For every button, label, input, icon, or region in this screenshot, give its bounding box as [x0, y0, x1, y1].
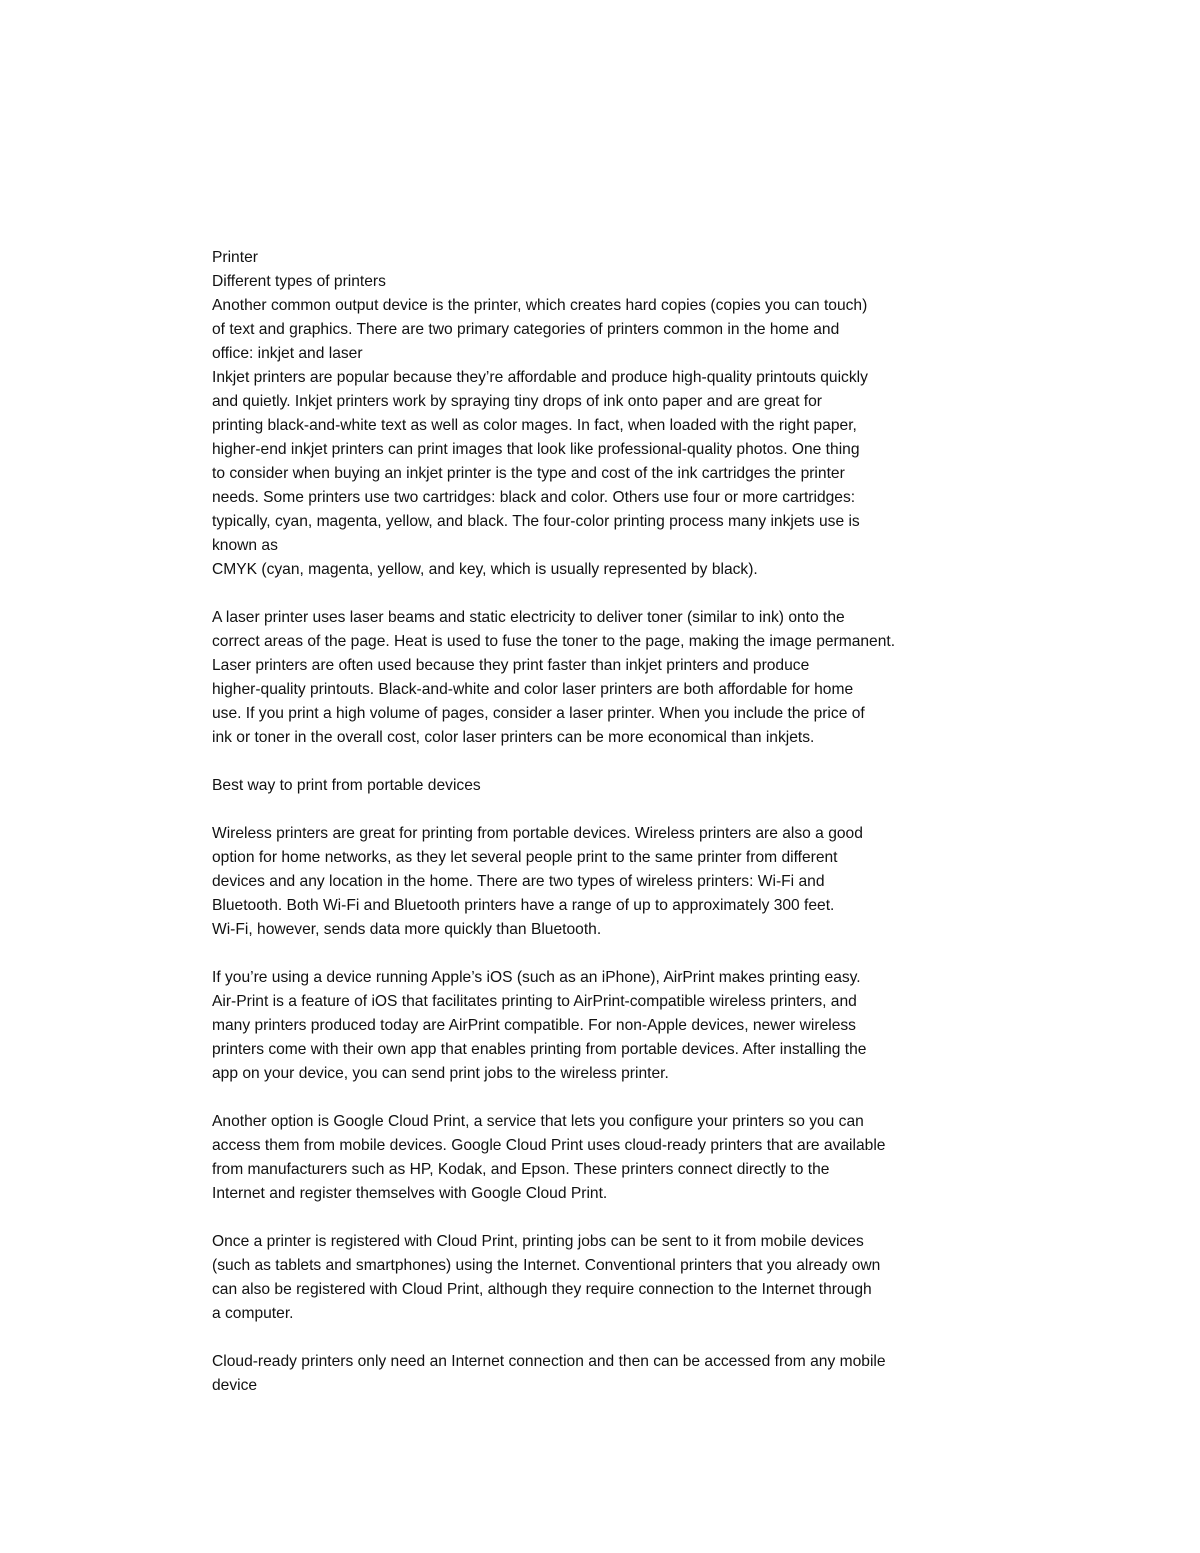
- text-line: ink or toner in the overall cost, color laser printers can be more economical than inkjets.: [212, 729, 815, 746]
- text-line: and quietly. Inkjet printers work by spraying tiny drops of ink onto paper and are great for: [212, 393, 822, 410]
- text-line: correct areas of the page. Heat is used to fuse the toner to the page, making the image permanent.: [212, 633, 896, 650]
- text-line: Air-Print is a feature of iOS that facilitates printing to AirPrint-compatible wireless printers, and: [212, 993, 857, 1010]
- text-line: app on your device, you can send print jobs to the wireless printer.: [212, 1065, 669, 1082]
- text-line: CMYK (cyan, magenta, yellow, and key, which is usually represented by black).: [212, 561, 758, 578]
- text-line: Once a printer is registered with Cloud Print, printing jobs can be sent to it from mobile devices: [212, 1233, 864, 1250]
- paragraph-spacer: [212, 1326, 1012, 1350]
- paragraph-laser: [212, 606, 1012, 750]
- document-body: [212, 294, 1012, 1398]
- paragraph-spacer: [212, 1206, 1012, 1230]
- text-line: can also be registered with Cloud Print, although they require connection to the Internet through: [212, 1281, 872, 1298]
- text-line: (such as tablets and smartphones) using the Internet. Conventional printers that you already own: [212, 1257, 881, 1274]
- text-line: A laser printer uses laser beams and static electricity to deliver toner (similar to ink) onto the: [212, 609, 845, 626]
- document-subtitle: Different types of printers: [212, 273, 386, 290]
- text-line: Best way to print from portable devices: [212, 777, 481, 794]
- text-line: known as: [212, 537, 278, 554]
- text-line: Inkjet printers are popular because they’re affordable and produce high-quality printouts quickly: [212, 369, 868, 386]
- paragraph-spacer: [212, 582, 1012, 606]
- text-line: use. If you print a high volume of pages, consider a laser printer. When you include the price of: [212, 705, 865, 722]
- text-line: option for home networks, as they let several people print to the same printer from different: [212, 849, 838, 866]
- text-line: Internet and register themselves with Google Cloud Print.: [212, 1185, 608, 1202]
- text-line: printing black-and-white text as well as color mages. In fact, when loaded with the right paper,: [212, 417, 857, 434]
- text-line: Another option is Google Cloud Print, a service that lets you configure your printers so you can: [212, 1113, 864, 1130]
- paragraph-portable-heading: [212, 774, 1012, 798]
- paragraph-cloud-ready: [212, 1350, 1012, 1398]
- paragraph-spacer: [212, 798, 1012, 822]
- text-line: printers come with their own app that enables printing from portable devices. After installing the: [212, 1041, 867, 1058]
- text-line: Cloud-ready printers only need an Internet connection and then can be accessed from any mobile: [212, 1353, 886, 1370]
- paragraph-inkjet: [212, 366, 1012, 582]
- paragraph-spacer: [212, 750, 1012, 774]
- text-line: many printers produced today are AirPrint compatible. For non-Apple devices, newer wireless: [212, 1017, 856, 1034]
- text-line: higher-end inkjet printers can print images that look like professional-quality photos. One thing: [212, 441, 860, 458]
- text-line: Bluetooth. Both Wi-Fi and Bluetooth printers have a range of up to approximately 300 feet.: [212, 897, 835, 914]
- text-line: Wi-Fi, however, sends data more quickly than Bluetooth.: [212, 921, 602, 938]
- text-line: higher-quality printouts. Black-and-white and color laser printers are both affordable for home: [212, 681, 854, 698]
- text-line: a computer.: [212, 1305, 294, 1322]
- paragraph-airprint: [212, 966, 1012, 1086]
- paragraph-intro: [212, 294, 1012, 366]
- text-line: to consider when buying an inkjet printer is the type and cost of the ink cartridges the printer: [212, 465, 845, 482]
- text-line: Wireless printers are great for printing from portable devices. Wireless printers are also a good: [212, 825, 863, 842]
- text-line: needs. Some printers use two cartridges: black and color. Others use four or more cartridges:: [212, 489, 856, 506]
- text-line: devices and any location in the home. There are two types of wireless printers: Wi-Fi and: [212, 873, 825, 890]
- text-line: access them from mobile devices. Google Cloud Print uses cloud-ready printers that are available: [212, 1137, 886, 1154]
- text-line: from manufacturers such as HP, Kodak, and Epson. These printers connect directly to the: [212, 1161, 830, 1178]
- text-line: of text and graphics. There are two primary categories of printers common in the home and: [212, 321, 840, 338]
- document-title: Printer: [212, 249, 258, 266]
- text-line: office: inkjet and laser: [212, 345, 363, 362]
- paragraph-spacer: [212, 942, 1012, 966]
- text-line: If you’re using a device running Apple’s iOS (such as an iPhone), AirPrint makes printing easy.: [212, 969, 861, 986]
- paragraph-cloud-print: [212, 1110, 1012, 1206]
- paragraph-spacer: [212, 1086, 1012, 1110]
- text-line: typically, cyan, magenta, yellow, and black. The four-color printing process many inkjets use is: [212, 513, 860, 530]
- text-line: Laser printers are often used because they print faster than inkjet printers and produce: [212, 657, 810, 674]
- document-page: [212, 246, 1012, 1398]
- text-line: device: [212, 1377, 258, 1394]
- paragraph-cloud-registered: [212, 1230, 1012, 1326]
- paragraph-wireless: [212, 822, 1012, 942]
- text-line: Another common output device is the printer, which creates hard copies (copies you can touch): [212, 297, 868, 314]
